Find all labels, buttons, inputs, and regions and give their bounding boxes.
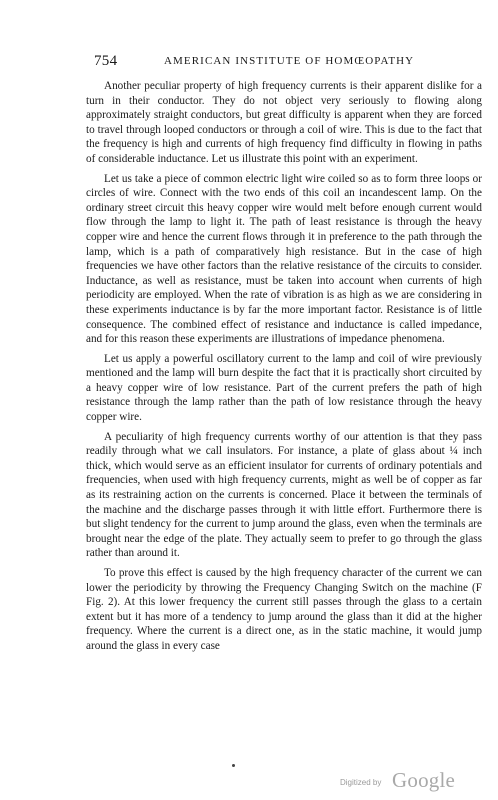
google-wordmark: Google	[392, 768, 456, 792]
running-title: AMERICAN INSTITUTE OF HOMŒOPATHY	[164, 55, 415, 67]
paragraph-2: Let us take a piece of common electric light wire coiled so as to form three loops or circles of wire. Connect with the two ends of this coil an incandescent lamp. On the ordinary street circuit this heavy copper wire would melt before enough current would flow through the lamp to light it. The path of least resistance is through the heavy copper wire and hence the current flows through it in preference to the path through the lamp, which is a path of comparatively high resistance. But in the case of high frequencies we have other factors than the relative resistance of the circuits to consider. Inductance, as well as resistance, must be taken into account when currents of high periodicity are employed. When the rate of vibration is as high as we are considering in these experiments inductance is by far the more important factor. Resistance is of little consequence. The combined effect of resistance and inductance is called impedance, and for this reason these experiments are illustrations of impedance phenomena.	[86, 172, 482, 346]
paragraph-5: To prove this effect is caused by the high frequency character of the current we can lower the periodicity by throwing the Frequency Changing Switch on the machine (F Fig. 2). At this lower frequency the current still passes through the glass to a certain extent but it has more of a tendency to jump around the glass than it did at the higher frequency. Where the current is a direct one, as in the static machine, it would jump around the glass in every case	[86, 567, 482, 652]
body-text	[86, 79, 482, 659]
paragraph-4: A peculiarity of high frequency currents worthy of our attention is that they pass readily through what we call insulators. For instance, a plate of glass about ¼ inch thick, which would serve as an efficient insulator for currents of ordinary potentials and frequencies, when used with high frequency currents, might as well be of copper as far as its restraining action on the currents is concerned. Place it between the terminals of the machine and the discharge passes through it with little effort. Furthermore there is but slight tendency for the current to jump around the glass, even when the terminals are brought near the edge of the plate. They actually seem to prefer to go through the glass rather than around it.	[86, 430, 482, 560]
digitized-watermark	[340, 770, 490, 792]
page-speck	[232, 764, 235, 767]
digitized-label: Digitized by	[340, 778, 382, 787]
paragraph-3: Let us apply a powerful oscillatory current to the lamp and coil of wire previously mentioned and the lamp will burn despite the fact that it is practically short circuited by a heavy copper wire of low resistance. Part of the current prefers the path of high resistance through the lamp rather than the path of low resistance through the heavy copper wire.	[86, 352, 482, 424]
page-number: 754	[94, 53, 118, 69]
page-header	[94, 53, 484, 73]
paragraph-1: Another peculiar property of high frequency currents is their apparent dislike for a turn in their conductor. They do not object very seriously to flowing along approximately straight conductors, but great difficulty is apparent when they are forced to travel through looped conductors or through a coil of wire. This is due to the fact that the frequency is high and currents of high frequency find difficulty in flowing in paths of considerable inductance. Let us illustrate this point with an experiment.	[86, 80, 482, 165]
